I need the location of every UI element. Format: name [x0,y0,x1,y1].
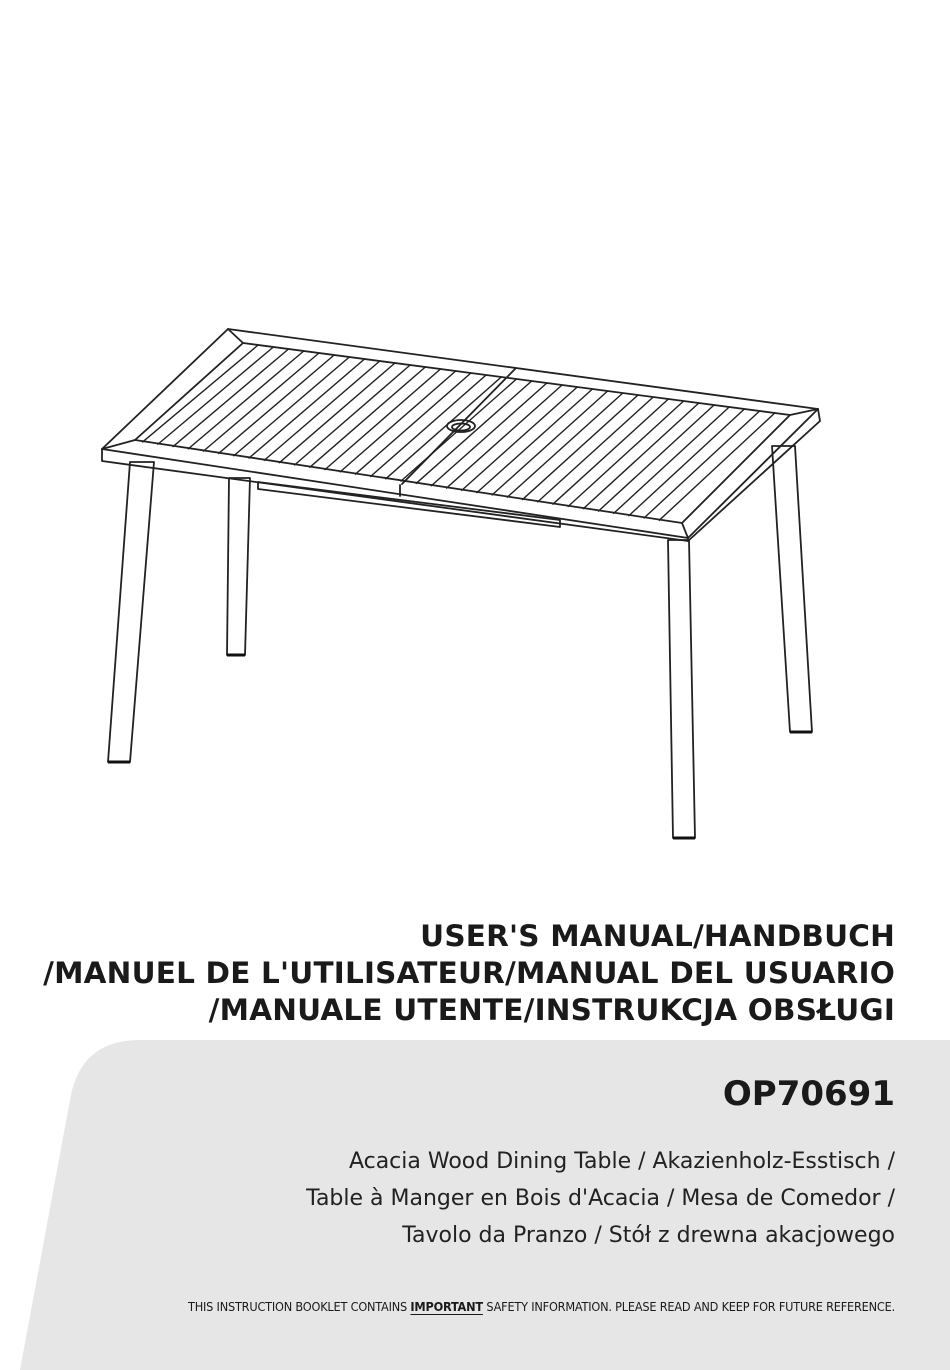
table-slat-line [507,393,623,498]
product-name-line: Acacia Wood Dining Table / Akazienholz-Esstisch / [348,1149,895,1174]
table-slat-line [492,391,608,495]
table-slat-line [613,407,729,514]
table-leg-back-right [772,446,812,732]
table-slat-line [583,403,699,509]
table-slat-line [522,395,638,500]
table-slat-line [461,387,577,491]
manual-title [43,918,895,1029]
table-slat-line [188,351,304,449]
model-number: OP70691 [722,1074,895,1114]
table-slat-line [309,367,425,468]
table-leg-front-right [668,540,695,838]
safety-notice [0,1299,895,1314]
table-slat-line [385,377,501,479]
table-slat-line [264,361,380,461]
table-slat-line [416,381,532,484]
title-line: /MANUEL DE L'UTILISATEUR/MANUAL DEL USUARIO [43,956,895,990]
product-name-line: Tavolo da Pranzo / Stół z drewna akacjowego [402,1223,895,1248]
table-slat-line [203,353,319,452]
table-slat-line [446,385,562,488]
table-slat-line [218,355,334,454]
title-line: /MANUALE UTENTE/INSTRUKCJA OBSŁUGI [208,993,895,1027]
table-slat-line [279,363,395,463]
table-leg-front-left [108,462,154,762]
table-leg-back-left [227,478,250,655]
product-names [306,1143,895,1254]
table-slat-line [598,405,714,511]
table-slat-line [476,389,592,493]
table-slat-line [431,383,547,486]
table-slat-line [552,399,668,505]
table-top-inner-frame [135,343,790,523]
table-slat-line [537,397,653,502]
table-slat-line [157,347,273,445]
title-line: USER'S MANUAL/HANDBUCH [420,919,895,953]
table-slat-line [249,359,365,458]
table-slat-line [294,365,410,465]
notice-important: IMPORTANT [410,1299,483,1314]
table-slat-line [401,379,517,482]
table-slat-line [173,349,289,447]
table-slat-line [233,357,349,456]
table-slat-line [325,369,441,470]
table-slat-line [340,371,456,472]
table-slat-line [355,373,471,475]
notice-text-after: SAFETY INFORMATION. PLEASE READ AND KEEP FOR FUTURE REFERENCE. [486,1299,895,1314]
notice-text-before: THIS INSTRUCTION BOOKLET CONTAINS [187,1299,408,1314]
product-name-line: Table à Manger en Bois d'Acacia / Mesa de Comedor / [306,1186,895,1211]
table-slat-line [568,401,684,507]
table-slat-line [659,413,775,521]
